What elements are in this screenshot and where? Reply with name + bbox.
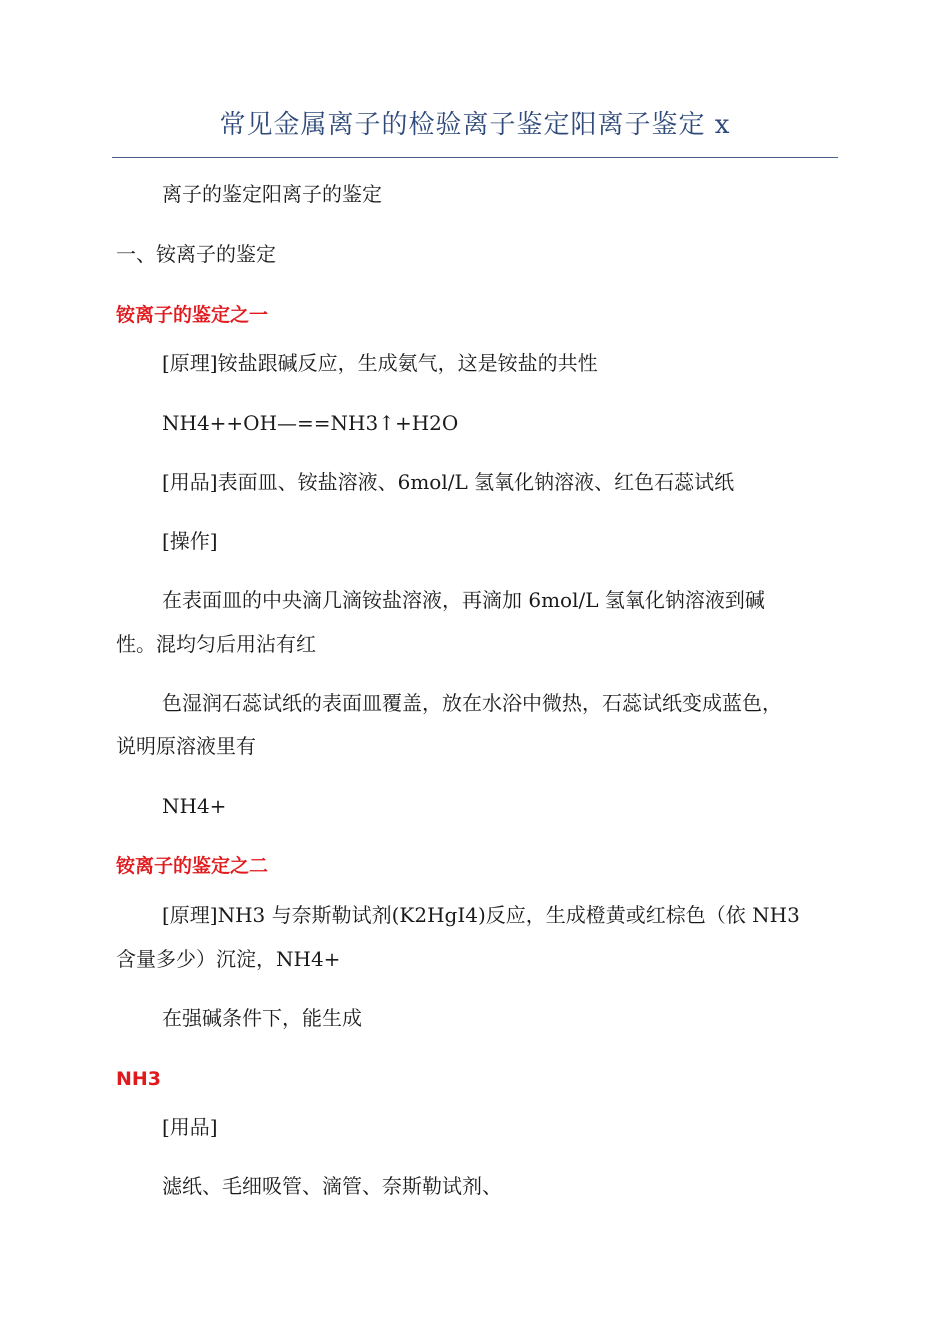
red-heading-method-two: 铵离子的鉴定之二 [116, 855, 269, 877]
result-paragraph: NH4+ [162, 794, 227, 818]
principle-paragraph-2-line-2: 含量多少）沉淀，NH4+ [116, 947, 341, 971]
operation-paragraph-2-line-1: 色湿润石蕊试纸的表面皿覆盖，放在水浴中微热，石蕊试纸变成蓝色， [162, 691, 782, 715]
principle-paragraph-2-line-1: [原理]NH3 与奈斯勒试剂(K2HgI4)反应，生成橙黄或红棕色（依 NH3 [162, 903, 800, 927]
supplies-paragraph-2: 滤纸、毛细吸管、滴管、奈斯勒试剂、 [162, 1174, 502, 1198]
supplies-label-2: [用品] [162, 1115, 218, 1139]
title-divider [112, 157, 838, 158]
supplies-paragraph-1: [用品]表面皿、铵盐溶液、6mol/L 氢氧化钠溶液、红色石蕊试纸 [162, 470, 735, 494]
operation-paragraph-1-line-1: 在表面皿的中央滴几滴铵盐溶液，再滴加 6mol/L 氢氧化钠溶液到碱 [162, 588, 765, 612]
red-heading-method-one: 铵离子的鉴定之一 [116, 304, 269, 326]
red-heading-nh3: NH3 [116, 1068, 162, 1090]
operation-label: [操作] [162, 529, 218, 553]
document-title: 常见金属离子的检验离子鉴定阳离子鉴定 x [219, 110, 731, 140]
condition-paragraph: 在强碱条件下，能生成 [162, 1006, 362, 1030]
equation-paragraph: NH4++OH—==NH3↑+H2O [162, 411, 459, 435]
operation-paragraph-2-line-2: 说明原溶液里有 [116, 734, 256, 758]
principle-paragraph-1: [原理]铵盐跟碱反应，生成氨气，这是铵盐的共性 [162, 351, 598, 375]
operation-paragraph-1-line-2: 性。混均匀后用沾有红 [116, 632, 316, 656]
subtitle-paragraph: 离子的鉴定阳离子的鉴定 [162, 182, 382, 206]
section-heading-ammonium: 一、铵离子的鉴定 [116, 242, 276, 266]
